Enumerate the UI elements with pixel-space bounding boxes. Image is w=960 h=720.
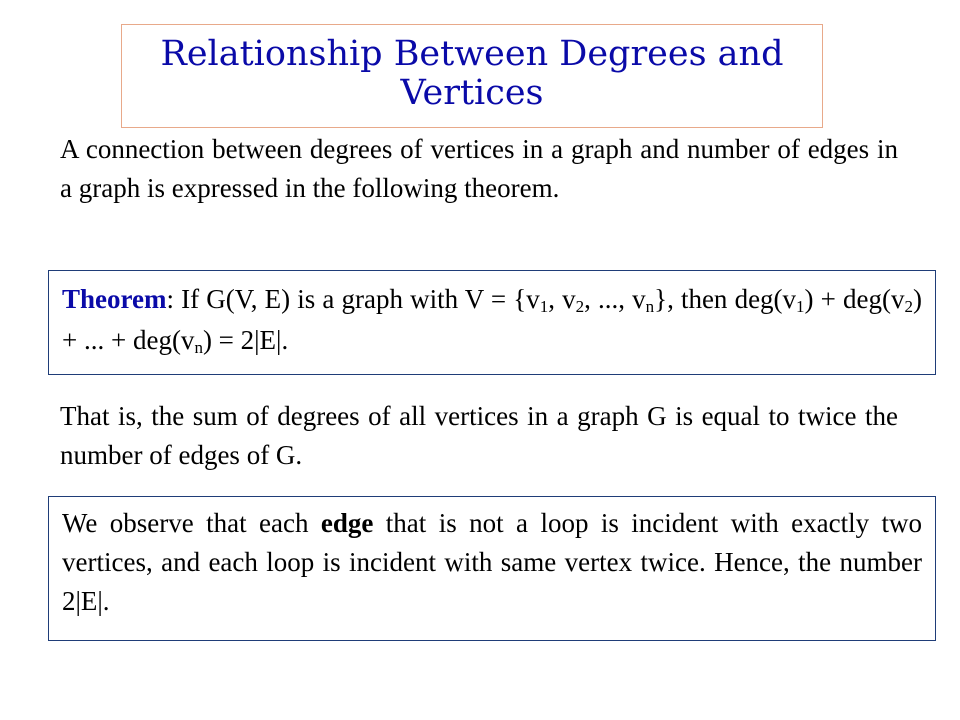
subscript: n bbox=[645, 297, 655, 316]
theorem-box bbox=[48, 270, 936, 375]
subscript: 2 bbox=[575, 297, 585, 316]
observation-text-part: that is not a loop is incident with exactly two vertices, and each loop is incident with same vertex twice. Hence, the number 2|E|. bbox=[62, 508, 922, 616]
observation-text bbox=[62, 504, 922, 621]
theorem-text: , ..., v bbox=[584, 284, 646, 314]
theorem-text: ) + deg(v bbox=[804, 284, 905, 314]
subscript: 2 bbox=[904, 297, 914, 316]
theorem-statement bbox=[62, 279, 922, 361]
theorem-text: : If G(V, E) is a graph with V = {v bbox=[166, 284, 540, 314]
edge-keyword: edge bbox=[320, 508, 374, 538]
observation-text-part: We observe that each bbox=[62, 508, 321, 538]
theorem-text: , v bbox=[548, 284, 576, 314]
subscript: 1 bbox=[796, 297, 805, 316]
theorem-label: Theorem bbox=[62, 284, 167, 314]
intro-paragraph: A connection between degrees of vertices in a graph and number of edges in a graph is expressed in the following theorem. bbox=[60, 134, 898, 203]
observation-box bbox=[48, 496, 936, 641]
theorem-text: ) = 2|E|. bbox=[202, 325, 289, 355]
slide-title-line-2: Vertices bbox=[400, 73, 544, 113]
slide-title-line-1: Relationship Between Degrees and bbox=[160, 34, 784, 74]
theorem-text: ) + ... + deg(v bbox=[62, 284, 923, 355]
theorem-text: }, then deg(v bbox=[654, 284, 797, 314]
subscript: n bbox=[194, 338, 203, 357]
slide-title bbox=[121, 24, 823, 128]
summary-paragraph: That is, the sum of degrees of all vertices in a graph G is equal to twice the number of edges of G. bbox=[60, 401, 898, 470]
subscript: 1 bbox=[539, 297, 549, 316]
